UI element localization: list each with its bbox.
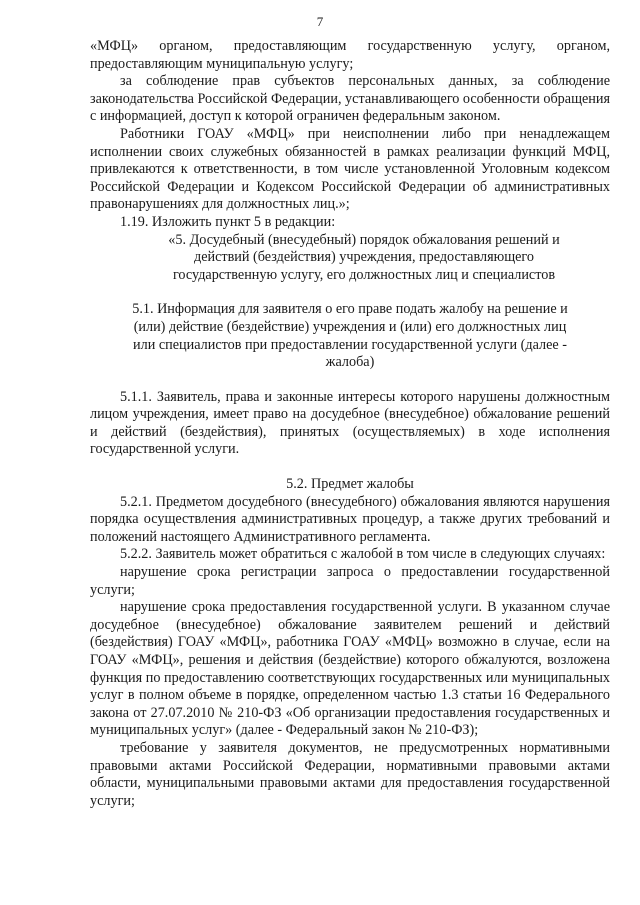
subsection-heading: 5.1. Информация для заявителя о его праве подать жалобу на решение и (или) действие (бездействие) учреждения и (или) его должностных лиц или специалистов при предоставлении государственной услуги (далее - жалоба) xyxy=(132,301,568,371)
paragraph: за соблюдение прав субъектов персональных данных, за соблюдение законодательства Российской Федерации, устанавливающего особенности обращения с информацией, доступ к которой ограничен федеральным законом. xyxy=(90,73,610,125)
paragraph: 5.1.1. Заявитель, права и законные интересы которого нарушены должностным лицом учреждения, имеет право на досудебное (внесудебное) обжалование решений и действий (бездействия), принятых (осуществляемых) в ходе исполнения государственной услуги. xyxy=(90,388,610,458)
paragraph: требование у заявителя документов, не предусмотренных нормативными правовыми актами Российской Федерации, нормативными правовыми актами области, муниципальными правовыми актами для предоставления государственной услуги; xyxy=(90,739,610,809)
paragraph: «МФЦ» органом, предоставляющим государственную услугу, органом, предоставляющим муниципальную услугу; xyxy=(90,38,610,72)
paragraph: Работники ГОАУ «МФЦ» при неисполнении либо при ненадлежащем исполнении своих служебных обязанностей в рамках реализации функций МФЦ, привлекаются к ответственности, в том числе установленной Уголовным кодексом Российской Федерации и Кодексом Российской Федерации об административных правонарушениях для должностных лиц.»; xyxy=(90,125,610,213)
page-number: 7 xyxy=(316,14,324,29)
paragraph: 5.2.2. Заявитель может обратиться с жалобой в том числе в следующих случаях: xyxy=(120,546,606,563)
paragraph: нарушение срока регистрации запроса о предоставлении государственной услуги; xyxy=(90,564,610,598)
subsection-heading: 5.2. Предмет жалобы xyxy=(286,476,414,493)
paragraph: 5.2.1. Предметом досудебного (внесудебного) обжалования являются нарушения порядка осуществления административных процедур, а также других требований и положений настоящего Административного регламента. xyxy=(90,493,610,545)
paragraph: нарушение срока предоставления государственной услуги. В указанном случае досудебное (внесудебное) обжалование заявителем решений и действий (бездействия) ГОАУ «МФЦ», работника ГОАУ «МФЦ» возможно в случае, если на ГОАУ «МФЦ», решения и действия (бездействие) которого обжалуются, возложена функция по предоставлению соответствующих государственных или муниципальных услуг в полном объеме в порядке, определенном частью 1.3 статьи 16 Федерального закона от 27.07.2010 № 210-ФЗ «Об организации предоставления государственных и муниципальных услуг» (далее - Федеральный закон № 210-ФЗ); xyxy=(90,599,610,739)
document-body xyxy=(90,38,610,810)
paragraph: 1.19. Изложить пункт 5 в редакции: xyxy=(120,213,336,230)
section-heading: «5. Досудебный (внесудебный) порядок обжалования решений и действий (бездействия) учреждения, предоставляющего государственную услугу, его должностных лиц и специалистов xyxy=(168,231,560,283)
